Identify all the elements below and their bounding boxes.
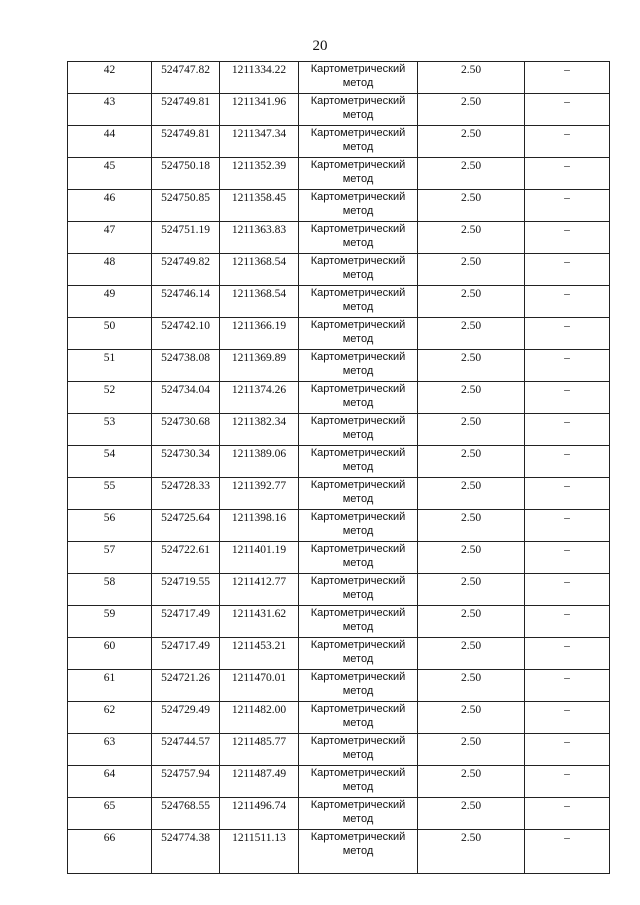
description-cell: – bbox=[525, 798, 610, 830]
method-line-2: метод bbox=[342, 461, 374, 473]
table-row bbox=[68, 350, 610, 382]
accuracy-cell: 2.50 bbox=[418, 158, 525, 190]
method-line-2: метод bbox=[342, 237, 374, 249]
method-line-1: Картометрический bbox=[310, 159, 406, 171]
method-cell bbox=[299, 414, 418, 446]
method-line-1: Картометрический bbox=[310, 607, 406, 619]
description-cell: – bbox=[525, 606, 610, 638]
y-coordinate-cell: 1211412.77 bbox=[220, 574, 299, 606]
accuracy-cell: 2.50 bbox=[418, 702, 525, 734]
point-number-cell: 59 bbox=[68, 606, 152, 638]
accuracy-cell: 2.50 bbox=[418, 670, 525, 702]
x-coordinate-cell: 524774.38 bbox=[152, 830, 220, 874]
y-coordinate-cell: 1211369.89 bbox=[220, 350, 299, 382]
x-coordinate-cell: 524749.81 bbox=[152, 126, 220, 158]
method-line-1: Картометрический bbox=[310, 63, 406, 75]
table-row bbox=[68, 510, 610, 542]
method-line-1: Картометрический bbox=[310, 95, 406, 107]
table-row bbox=[68, 62, 610, 94]
method-cell bbox=[299, 542, 418, 574]
table-row bbox=[68, 286, 610, 318]
x-coordinate-cell: 524746.14 bbox=[152, 286, 220, 318]
method-line-1: Картометрический bbox=[310, 127, 406, 139]
x-coordinate-cell: 524717.49 bbox=[152, 606, 220, 638]
table-row bbox=[68, 734, 610, 766]
table-row bbox=[68, 254, 610, 286]
method-line-1: Картометрический bbox=[310, 479, 406, 491]
accuracy-cell: 2.50 bbox=[418, 126, 525, 158]
description-cell: – bbox=[525, 670, 610, 702]
point-number-cell: 42 bbox=[68, 62, 152, 94]
table-row bbox=[68, 638, 610, 670]
method-line-2: метод bbox=[342, 77, 374, 89]
accuracy-cell: 2.50 bbox=[418, 62, 525, 94]
y-coordinate-cell: 1211352.39 bbox=[220, 158, 299, 190]
accuracy-cell: 2.50 bbox=[418, 350, 525, 382]
point-number-cell: 46 bbox=[68, 190, 152, 222]
point-number-cell: 58 bbox=[68, 574, 152, 606]
description-cell: – bbox=[525, 158, 610, 190]
description-cell: – bbox=[525, 414, 610, 446]
method-line-1: Картометрический bbox=[310, 255, 406, 267]
y-coordinate-cell: 1211470.01 bbox=[220, 670, 299, 702]
point-number-cell: 66 bbox=[68, 830, 152, 874]
method-cell bbox=[299, 382, 418, 414]
point-number-cell: 57 bbox=[68, 542, 152, 574]
description-cell: – bbox=[525, 350, 610, 382]
point-number-cell: 54 bbox=[68, 446, 152, 478]
point-number-cell: 47 bbox=[68, 222, 152, 254]
accuracy-cell: 2.50 bbox=[418, 414, 525, 446]
description-cell: – bbox=[525, 318, 610, 350]
accuracy-cell: 2.50 bbox=[418, 734, 525, 766]
method-cell bbox=[299, 702, 418, 734]
method-line-1: Картометрический bbox=[310, 767, 406, 779]
x-coordinate-cell: 524730.68 bbox=[152, 414, 220, 446]
point-number-cell: 43 bbox=[68, 94, 152, 126]
x-coordinate-cell: 524750.85 bbox=[152, 190, 220, 222]
method-line-1: Картометрический bbox=[310, 351, 406, 363]
description-cell: – bbox=[525, 62, 610, 94]
method-cell bbox=[299, 446, 418, 478]
y-coordinate-cell: 1211334.22 bbox=[220, 62, 299, 94]
method-line-1: Картометрический bbox=[310, 543, 406, 555]
method-cell bbox=[299, 126, 418, 158]
x-coordinate-cell: 524751.19 bbox=[152, 222, 220, 254]
point-number-cell: 48 bbox=[68, 254, 152, 286]
y-coordinate-cell: 1211485.77 bbox=[220, 734, 299, 766]
x-coordinate-cell: 524729.49 bbox=[152, 702, 220, 734]
method-line-1: Картометрический bbox=[310, 511, 406, 523]
table-row bbox=[68, 606, 610, 638]
x-coordinate-cell: 524725.64 bbox=[152, 510, 220, 542]
method-line-1: Картометрический bbox=[310, 799, 406, 811]
accuracy-cell: 2.50 bbox=[418, 222, 525, 254]
point-number-cell: 64 bbox=[68, 766, 152, 798]
accuracy-cell: 2.50 bbox=[418, 766, 525, 798]
method-line-2: метод bbox=[342, 429, 374, 441]
table-row bbox=[68, 670, 610, 702]
method-cell bbox=[299, 638, 418, 670]
x-coordinate-cell: 524734.04 bbox=[152, 382, 220, 414]
method-line-2: метод bbox=[342, 365, 374, 377]
point-number-cell: 49 bbox=[68, 286, 152, 318]
y-coordinate-cell: 1211389.06 bbox=[220, 446, 299, 478]
x-coordinate-cell: 524742.10 bbox=[152, 318, 220, 350]
method-line-1: Картометрический bbox=[310, 223, 406, 235]
x-coordinate-cell: 524744.57 bbox=[152, 734, 220, 766]
accuracy-cell: 2.50 bbox=[418, 318, 525, 350]
method-line-1: Картометрический bbox=[310, 319, 406, 331]
method-line-2: метод bbox=[342, 557, 374, 569]
accuracy-cell: 2.50 bbox=[418, 542, 525, 574]
method-line-1: Картометрический bbox=[310, 383, 406, 395]
x-coordinate-cell: 524749.82 bbox=[152, 254, 220, 286]
method-line-1: Картометрический bbox=[310, 671, 406, 683]
x-coordinate-cell: 524768.55 bbox=[152, 798, 220, 830]
method-line-2: метод bbox=[342, 525, 374, 537]
table-row bbox=[68, 318, 610, 350]
table-row bbox=[68, 126, 610, 158]
method-line-2: метод bbox=[342, 301, 374, 313]
description-cell: – bbox=[525, 94, 610, 126]
method-line-2: метод bbox=[342, 621, 374, 633]
method-line-2: метод bbox=[342, 397, 374, 409]
y-coordinate-cell: 1211347.34 bbox=[220, 126, 299, 158]
description-cell: – bbox=[525, 638, 610, 670]
method-line-2: метод bbox=[342, 749, 374, 761]
method-line-2: метод bbox=[342, 781, 374, 793]
y-coordinate-cell: 1211496.74 bbox=[220, 798, 299, 830]
x-coordinate-cell: 524747.82 bbox=[152, 62, 220, 94]
table-row bbox=[68, 798, 610, 830]
accuracy-cell: 2.50 bbox=[418, 574, 525, 606]
point-number-cell: 56 bbox=[68, 510, 152, 542]
method-cell bbox=[299, 766, 418, 798]
method-line-2: метод bbox=[342, 333, 374, 345]
table-row bbox=[68, 574, 610, 606]
method-cell bbox=[299, 254, 418, 286]
x-coordinate-cell: 524722.61 bbox=[152, 542, 220, 574]
table-row bbox=[68, 94, 610, 126]
y-coordinate-cell: 1211358.45 bbox=[220, 190, 299, 222]
y-coordinate-cell: 1211392.77 bbox=[220, 478, 299, 510]
description-cell: – bbox=[525, 830, 610, 874]
point-number-cell: 62 bbox=[68, 702, 152, 734]
accuracy-cell: 2.50 bbox=[418, 638, 525, 670]
method-line-1: Картометрический bbox=[310, 735, 406, 747]
method-cell bbox=[299, 94, 418, 126]
point-number-cell: 50 bbox=[68, 318, 152, 350]
accuracy-cell: 2.50 bbox=[418, 830, 525, 874]
description-cell: – bbox=[525, 574, 610, 606]
table-row bbox=[68, 382, 610, 414]
method-line-1: Картометрический bbox=[310, 831, 406, 843]
point-number-cell: 65 bbox=[68, 798, 152, 830]
y-coordinate-cell: 1211482.00 bbox=[220, 702, 299, 734]
accuracy-cell: 2.50 bbox=[418, 510, 525, 542]
x-coordinate-cell: 524738.08 bbox=[152, 350, 220, 382]
method-cell bbox=[299, 670, 418, 702]
accuracy-cell: 2.50 bbox=[418, 382, 525, 414]
point-number-cell: 60 bbox=[68, 638, 152, 670]
coordinates-table-body bbox=[68, 62, 610, 874]
method-line-2: метод bbox=[342, 589, 374, 601]
method-line-1: Картометрический bbox=[310, 575, 406, 587]
table-row bbox=[68, 478, 610, 510]
method-cell bbox=[299, 318, 418, 350]
point-number-cell: 45 bbox=[68, 158, 152, 190]
point-number-cell: 52 bbox=[68, 382, 152, 414]
y-coordinate-cell: 1211368.54 bbox=[220, 254, 299, 286]
method-line-2: метод bbox=[342, 845, 374, 857]
method-cell bbox=[299, 830, 418, 874]
method-line-1: Картометрический bbox=[310, 703, 406, 715]
method-line-1: Картометрический bbox=[310, 639, 406, 651]
method-cell bbox=[299, 190, 418, 222]
method-cell bbox=[299, 734, 418, 766]
method-cell bbox=[299, 606, 418, 638]
table-row bbox=[68, 414, 610, 446]
method-line-1: Картометрический bbox=[310, 415, 406, 427]
y-coordinate-cell: 1211368.54 bbox=[220, 286, 299, 318]
method-line-2: метод bbox=[342, 493, 374, 505]
method-line-2: метод bbox=[342, 685, 374, 697]
y-coordinate-cell: 1211511.13 bbox=[220, 830, 299, 874]
method-cell bbox=[299, 798, 418, 830]
y-coordinate-cell: 1211398.16 bbox=[220, 510, 299, 542]
x-coordinate-cell: 524730.34 bbox=[152, 446, 220, 478]
description-cell: – bbox=[525, 766, 610, 798]
page-number: 20 bbox=[312, 38, 328, 54]
method-line-2: метод bbox=[342, 269, 374, 281]
method-line-2: метод bbox=[342, 653, 374, 665]
description-cell: – bbox=[525, 126, 610, 158]
x-coordinate-cell: 524728.33 bbox=[152, 478, 220, 510]
point-number-cell: 55 bbox=[68, 478, 152, 510]
description-cell: – bbox=[525, 382, 610, 414]
accuracy-cell: 2.50 bbox=[418, 446, 525, 478]
accuracy-cell: 2.50 bbox=[418, 190, 525, 222]
y-coordinate-cell: 1211382.34 bbox=[220, 414, 299, 446]
description-cell: – bbox=[525, 510, 610, 542]
x-coordinate-cell: 524717.49 bbox=[152, 638, 220, 670]
table-row bbox=[68, 830, 610, 874]
method-cell bbox=[299, 350, 418, 382]
accuracy-cell: 2.50 bbox=[418, 798, 525, 830]
y-coordinate-cell: 1211374.26 bbox=[220, 382, 299, 414]
x-coordinate-cell: 524750.18 bbox=[152, 158, 220, 190]
method-line-1: Картометрический bbox=[310, 191, 406, 203]
y-coordinate-cell: 1211401.19 bbox=[220, 542, 299, 574]
x-coordinate-cell: 524719.55 bbox=[152, 574, 220, 606]
table-row bbox=[68, 222, 610, 254]
table-row bbox=[68, 766, 610, 798]
description-cell: – bbox=[525, 478, 610, 510]
x-coordinate-cell: 524757.94 bbox=[152, 766, 220, 798]
table-row bbox=[68, 542, 610, 574]
point-number-cell: 51 bbox=[68, 350, 152, 382]
accuracy-cell: 2.50 bbox=[418, 286, 525, 318]
method-cell bbox=[299, 574, 418, 606]
description-cell: – bbox=[525, 542, 610, 574]
description-cell: – bbox=[525, 286, 610, 318]
method-line-2: метод bbox=[342, 205, 374, 217]
method-line-2: метод bbox=[342, 109, 374, 121]
coordinates-table bbox=[67, 61, 610, 874]
y-coordinate-cell: 1211366.19 bbox=[220, 318, 299, 350]
table-row bbox=[68, 702, 610, 734]
description-cell: – bbox=[525, 446, 610, 478]
method-line-2: метод bbox=[342, 141, 374, 153]
x-coordinate-cell: 524749.81 bbox=[152, 94, 220, 126]
description-cell: – bbox=[525, 734, 610, 766]
accuracy-cell: 2.50 bbox=[418, 254, 525, 286]
table-row bbox=[68, 158, 610, 190]
accuracy-cell: 2.50 bbox=[418, 478, 525, 510]
y-coordinate-cell: 1211431.62 bbox=[220, 606, 299, 638]
y-coordinate-cell: 1211487.49 bbox=[220, 766, 299, 798]
method-cell bbox=[299, 478, 418, 510]
y-coordinate-cell: 1211453.21 bbox=[220, 638, 299, 670]
method-line-1: Картометрический bbox=[310, 447, 406, 459]
table-row bbox=[68, 446, 610, 478]
accuracy-cell: 2.50 bbox=[418, 94, 525, 126]
method-cell bbox=[299, 158, 418, 190]
x-coordinate-cell: 524721.26 bbox=[152, 670, 220, 702]
method-line-2: метод bbox=[342, 813, 374, 825]
method-cell bbox=[299, 286, 418, 318]
method-cell bbox=[299, 62, 418, 94]
point-number-cell: 63 bbox=[68, 734, 152, 766]
description-cell: – bbox=[525, 190, 610, 222]
point-number-cell: 44 bbox=[68, 126, 152, 158]
method-line-2: метод bbox=[342, 717, 374, 729]
description-cell: – bbox=[525, 702, 610, 734]
y-coordinate-cell: 1211341.96 bbox=[220, 94, 299, 126]
method-line-1: Картометрический bbox=[310, 287, 406, 299]
method-cell bbox=[299, 222, 418, 254]
method-cell bbox=[299, 510, 418, 542]
point-number-cell: 61 bbox=[68, 670, 152, 702]
table-row bbox=[68, 190, 610, 222]
description-cell: – bbox=[525, 254, 610, 286]
description-cell: – bbox=[525, 222, 610, 254]
method-line-2: метод bbox=[342, 173, 374, 185]
y-coordinate-cell: 1211363.83 bbox=[220, 222, 299, 254]
accuracy-cell: 2.50 bbox=[418, 606, 525, 638]
point-number-cell: 53 bbox=[68, 414, 152, 446]
